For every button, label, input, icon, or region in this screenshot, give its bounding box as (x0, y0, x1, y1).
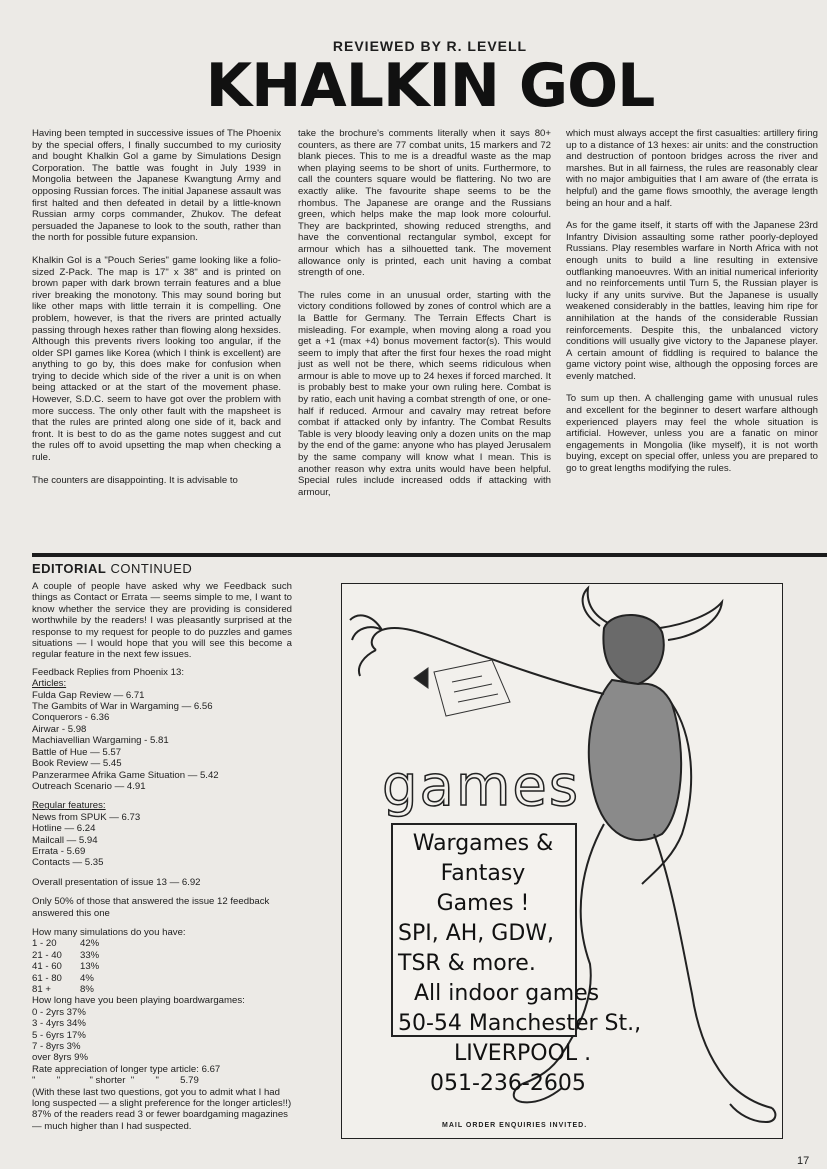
list-item: Book Review — 5.45 (32, 758, 122, 770)
with-these-note: (With these last two questions, got you to admit what I had long suspected — a slight preference for the longer articles!!) (32, 1086, 292, 1110)
advert-line: Games ! (436, 891, 530, 916)
advert-line: TSR & more. (398, 951, 536, 976)
paragraph: To sum up then. A challenging game with unusual rules and excellent for the beginner to desert warfare although experienced players may feel the whole situation is artificial. However, unless you are a fanatic on minor engagements in Mongolia (like myself), it is not worth buying, except on special offer, unless you are prepared to go to great lengths modifying the rules. (566, 393, 818, 475)
advert-line: Fantasy (440, 861, 526, 886)
games-shop-advert (341, 583, 783, 1139)
table-cell: 42% (80, 938, 100, 950)
list-item: News from SPUK — 6.73 (32, 811, 141, 823)
advert-line: 50-54 Manchester St., (398, 1011, 642, 1036)
paragraph: Khalkin Gol is a "Pouch Series" game looking like a folio-sized Z-Pack. The map is 17" x 38" and is printed on brown paper with dark brown terrain features and a blue river breaking the monotony. This may sound boring but like other maps with little terrain it is compelling. One problem, however, is that the rivers are printed actually passing through hexes rather than flowing along hexsides. Although this prevents rivers looking too angular, if the older SPI games like Korea (which I think is excellent) are anything to go by, this does make for confusion when trying to decide which side of the river a unit is on when being attacked or at the start of the movement phase. However, S.D.C. seem to have got over the problem with more success. The only other fault with the mapsheet is that the rules are printed along one side of it, back and front. It is best to do as the game notes suggest and cut the rules off to avoid upsetting the map when checking a rule. (32, 254, 281, 464)
list-item: 5 - 6yrs 17% (32, 1029, 86, 1041)
list-item: 0 - 2yrs 37% (32, 1006, 86, 1018)
table-cell: 33% (80, 949, 100, 961)
review-byline: REVIEWED BY R. LEVELL (332, 38, 528, 54)
paragraph: The rules come in an unusual order, starting with the victory conditions followed by zones of control which are a la Battle for Germany. The Terrain Effects Chart is misleading. For example, when moving along a road you get a +1 (max +4) bonus movement factor(s). This would seem to imply that after the first four hexes the road might just as well not be there, which seems ridiculous when armour is able to move up to 24 hexes if forced marched. It is probably best to make your own ruling here. Combat is by ratio, each unit having a combat strength of one, or one-half if reduced. Armour and cavalry may retreat before combat if attacked only by infantry. The Combat Results Table is very bloody leaving only a dozen units on the map by the end of the game: anyone who has played Jerusalem by the same company will know what I mean. This is another reason why extra units would have been helpful. Special rules include increased odds if attacking with armour, (298, 289, 551, 498)
games-brand-logo: games (382, 754, 581, 819)
review-column-3 (566, 128, 818, 486)
readers-note: 87% of the readers read 3 or fewer boardgaming magazines — much higher than I had suspected. (32, 1109, 288, 1132)
advert-mail-order: MAIL ORDER ENQUIRIES INVITED. (442, 1122, 588, 1129)
list-item: over 8yrs 9% (32, 1052, 88, 1064)
table-cell: 61 - 80 (32, 972, 62, 984)
left-horn (583, 588, 610, 626)
advert-line: SPI, AH, GDW, (398, 921, 555, 946)
paragraph: take the brochure's comments literally when it says 80+ counters, as there are 77 combat units, 15 markers and 72 blank pieces. This to me is a dreadful waste as the map when playing seems to be short of units. Furthermore, to call the counters square would be flattering. No two are exactly alike. The favourite shape seems to be the rhombus. The Japanese are orange and the Russians green, which helps make the map look more colourful. They are backprinted, showing reduced strengths, and have the conventional rectangular symbol, except for armour which has a silhouetted tank. The movement allowance only is printed, each unit having a combat strength of one. (298, 128, 551, 279)
list-item: Conquerors - 6.36 (32, 712, 110, 724)
list-item: Fulda Gap Review — 6.71 (32, 689, 145, 701)
list-item: Contacts — 5.35 (32, 857, 104, 869)
rate-longer: Rate appreciation of longer type article: 6.67 (32, 1063, 221, 1075)
demon-head (603, 615, 663, 684)
table-cell: 8% (80, 984, 94, 995)
list-item: Hotline — 6.24 (32, 823, 96, 835)
advert-line: LIVERPOOL . (454, 1041, 592, 1066)
years-question: How long have you been playing boardwargames: (32, 995, 245, 1007)
list-item: Mailcall — 5.94 (32, 834, 98, 846)
review-column-2 (298, 128, 551, 509)
demon-hand-left (350, 615, 382, 676)
table-cell: 4% (80, 972, 94, 984)
right-horn (660, 602, 722, 640)
advert-text (390, 829, 710, 1099)
list-item: Battle of Hue — 5.57 (32, 746, 122, 758)
review-title: KHALKIN GOL (205, 51, 655, 121)
table-cell: 21 - 40 (32, 949, 62, 961)
editorial-heading-bold: EDITORIAL (32, 561, 107, 576)
advert-line: Wargames & (412, 831, 554, 856)
table-cell: 41 - 60 (32, 961, 62, 973)
section-divider (32, 553, 827, 557)
paragraph: which must always accept the first casualties: artillery firing up to a distance of 13 hexes: air units: and the construction and destruction of pontoon bridges across the river and marshes. But in all fairness, the rules are reasonably clear with no major ambiguities that I am aware of (the errata is helpful) and the game flows smoothly, the average length being an hour and a half. (566, 128, 818, 209)
simulations-table (32, 938, 292, 995)
list-item: 3 - 4yrs 34% (32, 1018, 86, 1030)
rate-shorter: " " " shorter " " 5.79 (32, 1075, 199, 1087)
regular-label: Regular features: (32, 800, 106, 812)
list-item: The Gambits of War in Wargaming — 6.56 (32, 701, 213, 713)
simulations-question: How many simulations do you have: (32, 926, 186, 938)
table-cell: 13% (80, 961, 100, 973)
response-rate: Only 50% of those that answered the issue 12 feedback answered this one (32, 896, 270, 919)
map-fragment (414, 660, 510, 716)
list-item: Machiavellian Wargaming - 5.81 (32, 735, 169, 747)
list-item: Outreach Scenario — 4.91 (32, 780, 146, 792)
page-number: 17 (797, 1155, 810, 1167)
editorial-heading (32, 561, 192, 576)
list-item: Panzerarmee Afrika Game Situation — 5.42 (32, 769, 219, 781)
table-cell: 81 + (32, 984, 51, 995)
advert-phone: 051-236-2605 (430, 1071, 586, 1096)
editorial-body (32, 581, 292, 1132)
articles-label: Articles: (32, 678, 67, 690)
paragraph: Having been tempted in successive issues of The Phoenix by the special offers, I finally succumbed to my curiosity and bought Khalkin Gol a game by Simulations Design Corporation. The battle was fought in July 1939 in Mongolia between the Japanese Kwangtung Army and opposing Russian forces. The initial Japanese assault was first halted and then defeated in detail by a little-known Russian army corps commander, Zhukov. The defeat persuaded the Japanese to look to the south, rather than the north for possible future expansion. (32, 128, 281, 244)
advert-line: All indoor games (414, 981, 600, 1006)
table-cell: 1 - 20 (32, 938, 57, 950)
paragraph: As for the game itself, it starts off with the Japanese 23rd Infantry Division assaulting some rather poorly-deployed Russians. Play resembles warfare in North Africa with not enough units to build a line resulting in extensive outflanking manoeuvres. With an initial numerical inferiority and no reinforcements until Turn 5, the Russian player is lucky if any units survive. But the Japanese is usually weakened considerably in the battles, leaving him ripe for annihilation at the hands of the considerable Russian reinforcements. Despite this, the unbalanced victory conditions will usually give victory to the Japanese player. A certain amount of fiddling is required to balance the game victory point wise, although the opposing forces are evenly matched. (566, 220, 818, 382)
list-item: 7 - 8yrs 3% (32, 1041, 81, 1053)
feedback-title: Feedback Replies from Phoenix 13: (32, 666, 184, 678)
list-item: Airwar - 5.98 (32, 723, 87, 735)
demon-body (589, 680, 681, 840)
editorial-intro: A couple of people have asked why we Feedback such things as Contact or Errata — seems simple to me, I want to know whether the service they are providing is considered worthwhile by the readers! I was pleasantly surprised at the response to my request for people to do puzzles and games situations — I would hope that you will see this become a regular feature in the next few issues. (32, 581, 292, 661)
overall-presentation: Overall presentation of issue 13 — 6.92 (32, 876, 201, 888)
paragraph: The counters are disappointing. It is advisable to (32, 474, 238, 486)
list-item: Errata - 5.69 (32, 845, 86, 857)
review-column-1 (32, 128, 281, 497)
editorial-heading-rest: CONTINUED (106, 561, 193, 576)
